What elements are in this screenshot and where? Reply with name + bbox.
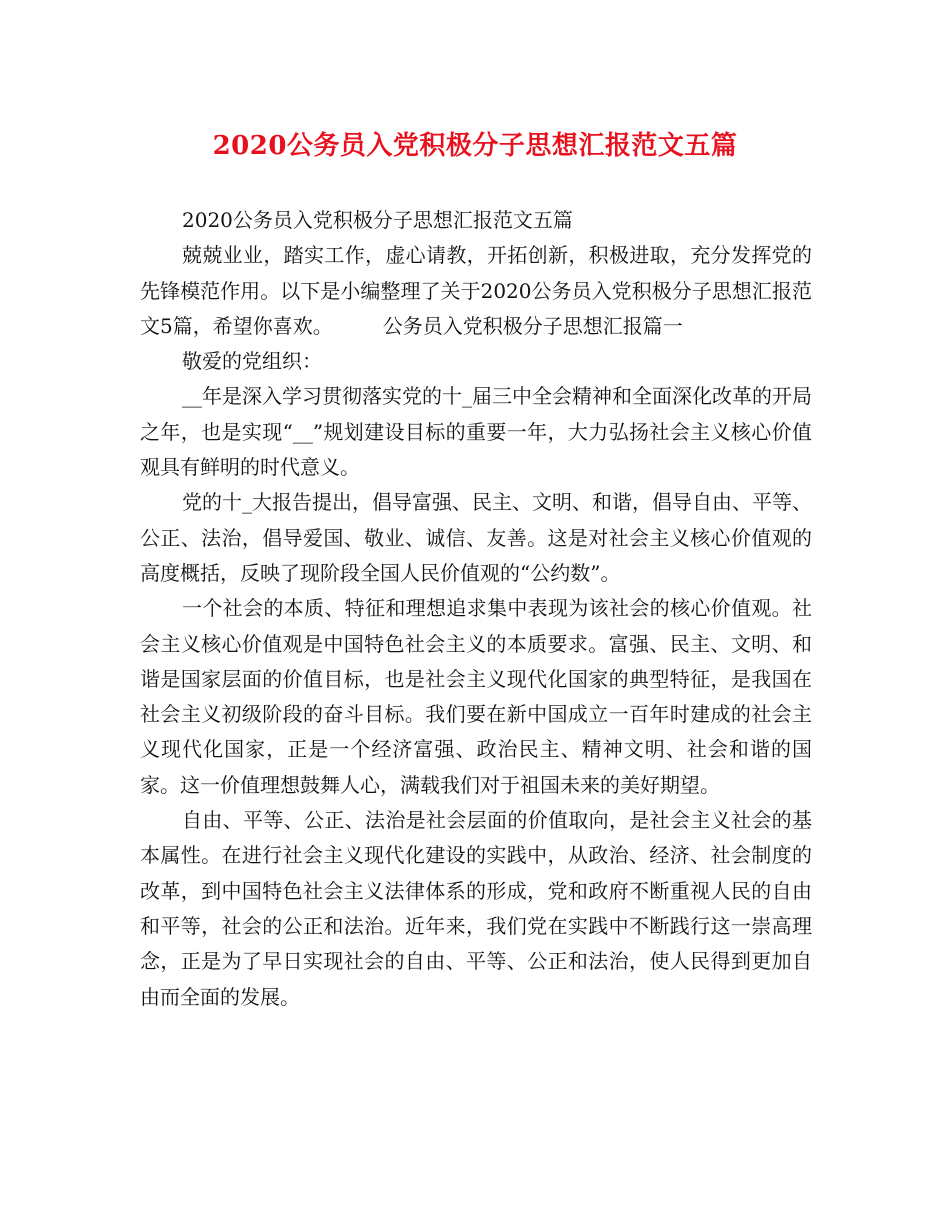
paragraph-salutation: 敬爱的党组织： [182,349,322,374]
paragraph-body-4: 自由、平等、公正、法治是社会层面的价值取向，是社会主义社会的基本属性。在进行社会主义现代化建设的实践中，从政治、经济、社会制度的改革，到中国特色社会主义法律体系的形成，党和政府不断重视人民的自由和平等，社会的公正和法治。近年来，我们党在实践中不断践行这一崇高理念，正是为了早日实现社会的自由、平等、公正和法治，使人民得到更加自由而全面的发展。 [140,808,812,1009]
paragraph-body-1: __年是深入学习贯彻落实党的十_届三中全会精神和全面深化改革的开局之年，也是实现“__”规划建设目标的重要一年，大力弘扬社会主义核心价值观具有鲜明的时代意义。 [140,384,812,480]
paragraph-heading-repeat: 2020公务员入党积极分子思想汇报范文五篇 [182,208,573,232]
document-body [140,203,812,1015]
paragraph-body-3: 一个社会的本质、特征和理想追求集中表现为该社会的核心价值观。社会主义核心价值观是中国特色社会主义的本质要求。富强、民主、文明、和谐是国家层面的价值目标，也是社会主义现代化国家的典型特征，是我国在社会主义初级阶段的奋斗目标。我们要在新中国成立一百年时建成的社会主义现代化国家，正是一个经济富强、政治民主、精神文明、社会和谐的国家。这一价值理想鼓舞人心，满载我们对于祖国未来的美好期望。 [140,596,812,797]
paragraph-intro: 兢兢业业，踏实工作，虚心请教，开拓创新，积极进取，充分发挥党的先锋模范作用。以下是小编整理了关于2020公务员入党积极分子思想汇报范文5篇，希望你喜欢。 公务员入党积极分子思想汇报篇一 [140,243,812,338]
paragraph-body-2: 党的十_大报告提出，倡导富强、民主、文明、和谐，倡导自由、平等、公正、法治，倡导爱国、敬业、诚信、友善。这是对社会主义核心价值观的高度概括，反映了现阶段全国人民价值观的“公约数”。 [140,490,812,585]
document-title: 2020公务员入党积极分子思想汇报范文五篇 [212,131,738,161]
